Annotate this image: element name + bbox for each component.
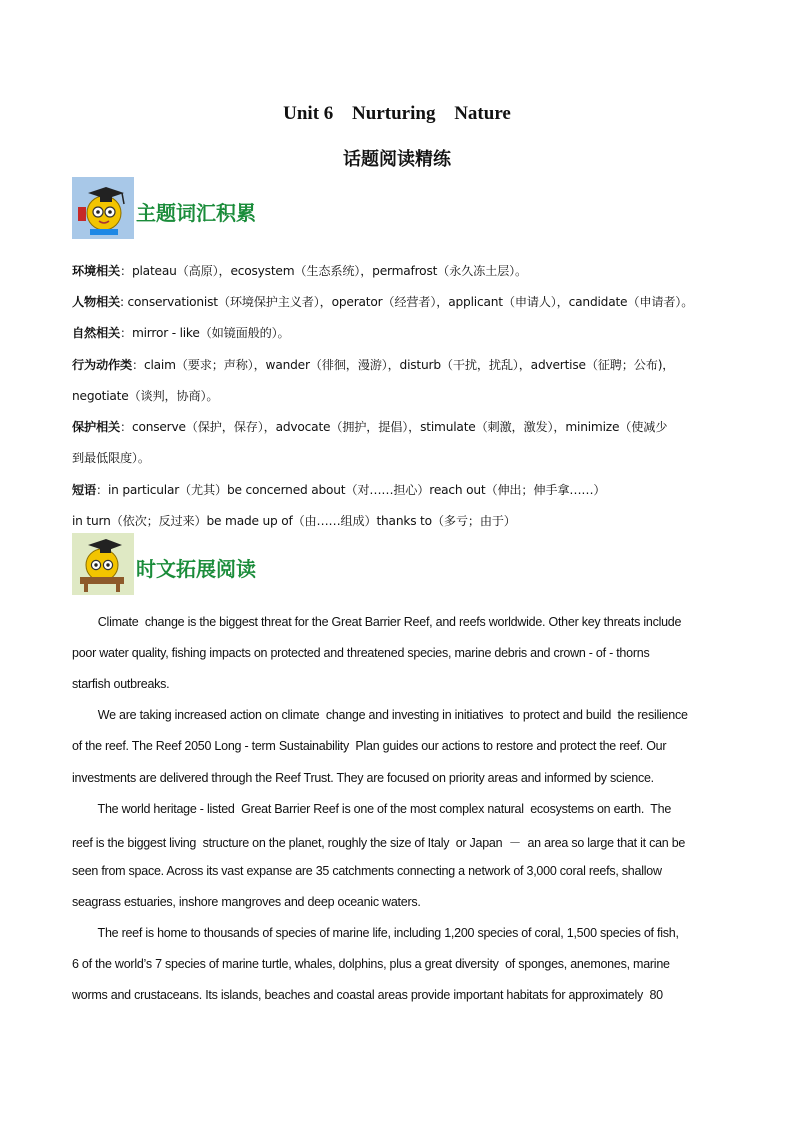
passage-line: Climate change is the biggest threat for the Great Barrier Reef, and reefs worldwide. Other key threats include bbox=[72, 615, 682, 629]
passage-line: seen from space. Across its vast expanse are 35 catchments connecting a network of 3,000 coral reefs, shallow bbox=[72, 863, 662, 878]
passage-line: investments are delivered through the Reef Trust. They are focused on priority areas and informed by science. bbox=[72, 770, 654, 785]
vocab-line: 环境相关：plateau（高原），ecosystem（生态系统），permafrost（永久冻土层）。 bbox=[72, 264, 527, 278]
passage-line: The world heritage - listed Great Barrier Reef is one of the most complex natural ecosystems on earth. The bbox=[72, 801, 672, 816]
passage-line: worms and crustaceans. Its islands, beaches and coastal areas provide important habitats for approximately 80 bbox=[72, 988, 663, 1003]
vocab-line: 到最低限度）。 bbox=[72, 451, 150, 465]
unit-number: Unit 6 bbox=[283, 103, 334, 124]
section-reading-label: 时文拓展阅读 bbox=[136, 556, 256, 581]
vocab-line: 人物相关: conservationist（环境保护主义者），operator（经营者），applicant（申请人），candidate（申请者）。 bbox=[72, 295, 694, 309]
student-mascot-icon bbox=[72, 533, 134, 595]
vocab-line: 自然相关：mirror - like（如镜面般的）。 bbox=[72, 326, 290, 340]
vocab-line: 短语：in particular（尤其）be concerned about（对……担心）reach out（伸出；伸手拿……） bbox=[72, 483, 606, 497]
vocab-line: 行为动作类：claim（要求；声称），wander（徘徊，漫游），disturb（干扰，扰乱），advertise（征聘；公布)， bbox=[72, 358, 675, 372]
passage-line: We are taking increased action on climate change and investing in initiatives to protect and build the resilience bbox=[72, 708, 688, 723]
passage-line: seagrass estuaries, inshore mangroves and deep oceanic waters. bbox=[72, 894, 421, 909]
passage-line: The reef is home to thousands of species of marine life, including 1,200 species of coral, 1,500 species of fish, bbox=[72, 926, 679, 940]
passage-line: of the reef. The Reef 2050 Long - term Sustainability Plan guides our actions to restore and protect the reef. Our bbox=[72, 739, 667, 754]
section-reading-header bbox=[72, 533, 256, 595]
unit-name-2: Nature bbox=[454, 103, 511, 124]
unit-name: Nurturing bbox=[352, 103, 436, 124]
student-mascot-icon bbox=[72, 177, 134, 239]
page-subtitle: 话题阅读精练 bbox=[343, 149, 451, 170]
vocab-line: negotiate（谈判，协商）。 bbox=[72, 389, 219, 403]
passage-line: poor water quality, fishing impacts on protected and threatened species, marine debris and crown - of - thorns bbox=[72, 646, 650, 661]
section-vocab-header bbox=[72, 177, 256, 239]
passage-line: starfish outbreaks. bbox=[72, 677, 170, 692]
unit-title bbox=[0, 103, 794, 125]
passage-line: 6 of the world’s 7 species of marine turtle, whales, dolphins, plus a great diversity of sponges, anemones, marine bbox=[72, 957, 670, 972]
vocab-line: in turn（依次；反过来）be made up of（由……组成）thanks to（多亏；由于） bbox=[72, 514, 516, 528]
section-vocab-label: 主题词汇积累 bbox=[136, 200, 256, 225]
passage-line: reef is the biggest living structure on the planet, roughly the size of Italy or Japan － an area so large that it can be bbox=[72, 835, 686, 850]
vocab-line: 保护相关：conserve（保护，保存），advocate（拥护，提倡），stimulate（刺激，激发），minimize（使减少 bbox=[72, 420, 668, 434]
